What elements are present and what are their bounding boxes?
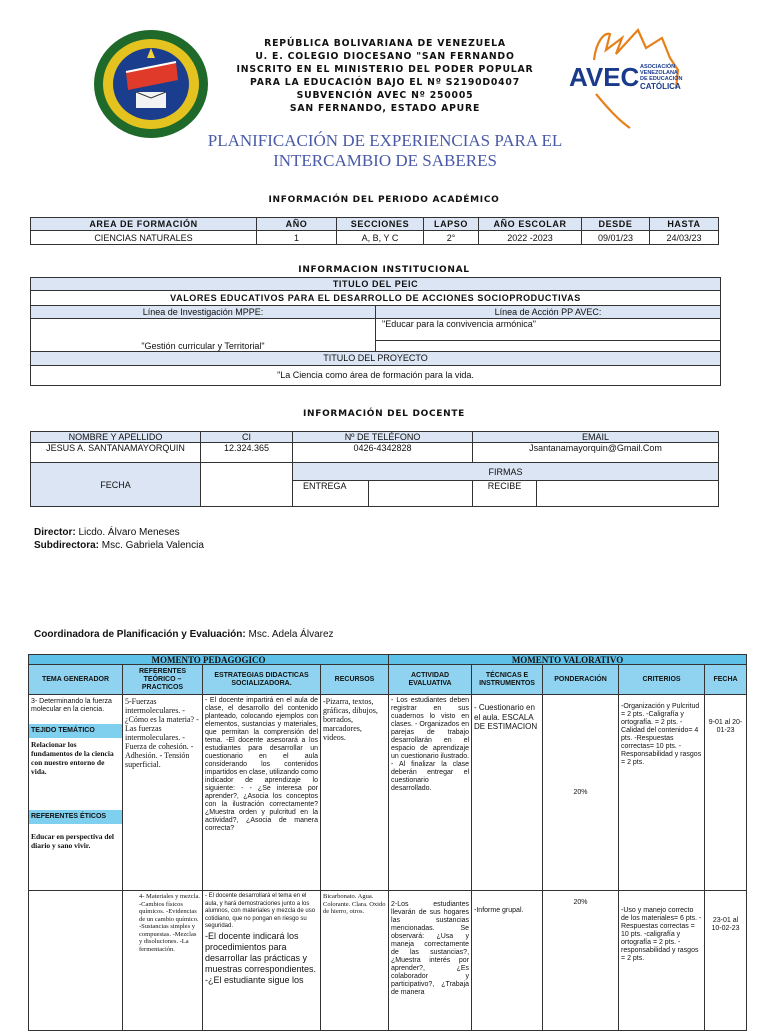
avec-sub-1: ASOCIACIÓN <box>640 64 676 70</box>
subdirectora-label: Subdirectora: <box>34 540 100 551</box>
coordinadora-name: Msc. Adela Álvarez <box>245 629 334 640</box>
title-line-2: INTERCAMBIO DE SABERES <box>273 151 497 170</box>
val-hasta: 24/03/23 <box>650 231 719 245</box>
teacher-section-title: INFORMACIÓN DEL DOCENTE <box>302 409 466 419</box>
teacher-table <box>30 431 719 507</box>
recibe-label: RECIBE <box>473 481 537 507</box>
col-lapso: LAPSO <box>424 218 479 231</box>
hdr-estrategias: ESTRATEGIAS DIDACTICAS SOCIALIZADORA. <box>203 665 321 695</box>
momento-valorativo: MOMENTO VALORATIVO <box>389 655 747 665</box>
header-line-5: SUBVENCIÓN AVEC Nº 250005 <box>296 90 474 101</box>
val-lapso: 2° <box>424 231 479 245</box>
col-anio: AÑO <box>257 218 337 231</box>
hdr-actividad: ACTIVIDAD EVALUATIVA <box>389 665 472 695</box>
row2-tecnicas: -Informe grupal. <box>472 891 543 1031</box>
row2-fecha: 23-01 al 10-02-23 <box>705 891 747 1031</box>
school-crest-logo <box>92 28 210 140</box>
row2-estrategias-small: - El docente desarrollará el tema en el aula, y hará demostraciones junto a los alumnos, con materiales y mezcla de uso cotidiano, que no pongan en riesgo su seguridad. <box>205 893 316 929</box>
col-telefono: Nº DE TELÉFONO <box>293 432 473 443</box>
proyecto-value: "La Ciencia como área de formación para la vida. <box>31 365 721 385</box>
row1-recursos: -Pizarra, textos, gráficas, dibujos, borrados, marcadores, videos. <box>321 695 389 891</box>
momento-pedagogico: MOMENTO PEDAGOGICO <box>29 655 389 665</box>
header-line-6: SAN FERNANDO, ESTADO APURE <box>289 103 481 114</box>
row1-criterios: -Organización y Pulcritud = 2 pts. -Caligrafía y ortografía. = 2 pts. -Calidad del contenido= 4 pts. -Respuestas correctas= 10 pts. -Responsabilidad y rasgos = 2 pts. <box>619 695 705 891</box>
col-anio-escolar: AÑO ESCOLAR <box>479 218 582 231</box>
val-telefono: 0426-4342828 <box>293 443 473 463</box>
row2-ponderacion: 20% <box>543 891 619 1031</box>
val-ci: 12.324.365 <box>201 443 293 463</box>
row1-referentes: 5-Fuerzas intermoleculares. - ¿Cómo es la materia? - Las fuerzas intermoleculares. - Fuerza de cohesión. - Adhesión. - Tensión superficial. <box>123 695 203 891</box>
tema-cell <box>29 695 123 891</box>
row2-recursos: Bicarbonato. Agua. Colorante. Clara. Oxido de hierro, otros. <box>321 891 389 1031</box>
hdr-tecnicas: TÉCNICAS E INSTRUMENTOS <box>472 665 543 695</box>
avec-sub-2: VENEZOLANA <box>640 70 678 76</box>
peic-title: TITULO DEL PEIC <box>31 278 721 291</box>
row1-tecnicas: - Cuestionario en el aula. ESCALA DE ESTIMACION <box>472 695 543 891</box>
eticos-text: Educar en perspectiva del diario y sano vivir. <box>31 832 114 850</box>
hdr-ponderacion: PONDERACIÓN <box>543 665 619 695</box>
hdr-tema-generador: TEMA GENERADOR <box>29 665 123 695</box>
row2-actividad: 2-Los estudiantes llevarán de sus hogares las sustancias mencionadas. Se observará: ¿Usa y maneja correctamente de las sustancias?, ¿Muestra interés por aprender?, ¿Es colaborador y participativo?, ¿Trabaja de manera <box>389 891 472 1031</box>
eticos-label: REFERENTES ÉTICOS <box>29 810 122 824</box>
hdr-recursos: RECURSOS <box>321 665 389 695</box>
col-area: AREA DE FORMACIÓN <box>31 218 257 231</box>
tejido-label: TEJIDO TEMÁTICO <box>29 724 122 738</box>
row1-ponderacion: 20% <box>543 695 619 891</box>
hdr-referentes: REFERENTES TEÓRICO – PRACTICOS <box>123 665 203 695</box>
subdirectora-name: Msc. Gabriela Valencia <box>99 540 204 551</box>
val-email: Jsantanamayorquin@Gmail.Com <box>473 443 719 463</box>
institutional-section-title: INFORMACION INSTITUCIONAL <box>298 265 470 275</box>
valores-title: VALORES EDUCATIVOS PARA EL DESARROLLO DE ACCIONES SOCIOPRODUCTIVAS <box>31 291 721 306</box>
title-line-1: PLANIFICACIÓN DE EXPERIENCIAS PARA EL <box>207 131 563 150</box>
academic-section-title: INFORMACIÓN DEL PERIODO ACADÉMICO <box>268 195 500 205</box>
row2-criterios: -Uso y manejo correcto de los materiales= 6 pts. -Respuestas correctas = 10 pts. -caligrafía y ortografía = 2 pts. -responsabilidad y rasgos = 2 pts. <box>619 891 705 1031</box>
avec-logo-text: AVEC <box>569 62 640 92</box>
hdr-criterios: CRITERIOS <box>619 665 705 695</box>
val-desde: 09/01/23 <box>582 231 650 245</box>
col-hasta: HASTA <box>650 218 719 231</box>
tema-generador-text: 3- Determinando la fuerza molecular en la ciencia. <box>31 698 112 713</box>
institutional-table <box>30 277 721 386</box>
linea-avec-label: Línea de Acción PP AVEC: <box>376 306 721 319</box>
coordinadora-line <box>34 629 334 640</box>
fecha-label: FECHA <box>31 463 201 507</box>
val-nombre: JESUS A. SANTANAMAYORQUIN <box>31 443 201 463</box>
proyecto-label: TITULO DEL PROYECTO <box>31 351 721 365</box>
val-anio: 1 <box>257 231 337 245</box>
avec-logo <box>566 24 690 134</box>
header-line-4: PARA LA EDUCACIÓN BAJO EL Nº S2190D0407 <box>250 77 520 88</box>
firmas-label: FIRMAS <box>293 463 719 481</box>
col-ci: CI <box>201 432 293 443</box>
hdr-fecha: FECHA <box>705 665 747 695</box>
linea-mppe-label: Línea de Investigación MPPE: <box>31 306 376 319</box>
col-email: EMAIL <box>473 432 719 443</box>
avec-sub-4: CATÓLICA <box>640 82 681 91</box>
col-desde: DESDE <box>582 218 650 231</box>
row2-referentes: 4- Materiales y mezcla. -Cambios físicos químicos. -Evidencias de un cambio químico. -Sustancias simples y compuestas. -Mezclas y disoluciones. -La fermentación. <box>123 891 203 1031</box>
val-area: CIENCIAS NATURALES <box>31 231 257 245</box>
director-line <box>34 527 180 538</box>
val-anio-escolar: 2022 -2023 <box>479 231 582 245</box>
header-line-3: INSCRITO EN EL MINISTERIO DEL PODER POPULAR <box>236 64 534 75</box>
page-title <box>150 131 620 171</box>
avec-sub-3: DE EDUCACIÓN <box>640 76 683 82</box>
row1-actividad: - Los estudiantes deben registrar en sus cuadernos lo visto en clases. - Organizados en parejas de trabajo desarrollarán en el espacio de aprendizaje un cuestionario ilustrado. - Al finalizar la clase deberán entregar el cuestionario desarrollado. <box>389 695 472 891</box>
director-name: Licdo. Álvaro Meneses <box>75 527 180 538</box>
header-line-2: U. E. COLEGIO DIOCESANO "SAN FERNANDO <box>255 51 515 62</box>
planning-table <box>28 654 747 1031</box>
linea-mppe-value: "Gestión curricular y Territorial" <box>31 341 376 352</box>
tejido-text: Relacionar los fundamentos de la ciencia con nuestro entorno de vida. <box>31 740 114 776</box>
row2-estrategias-big: -El docente indicará los procedimientos para desarrollar las prácticas y muestras correspondientes. -¿El estudiante sigue los <box>205 930 317 985</box>
col-secciones: SECCIONES <box>337 218 424 231</box>
linea-avec-value: "Educar para la convivencia armónica" <box>376 319 721 341</box>
val-secciones: A, B, Y C <box>337 231 424 245</box>
director-label: Director: <box>34 527 76 538</box>
row1-fecha: 9-01 al 20-01-23 <box>705 695 747 891</box>
coordinadora-label: Coordinadora de Planificación y Evaluación: <box>34 629 246 640</box>
col-nombre: NOMBRE Y APELLIDO <box>31 432 201 443</box>
subdirectora-line <box>34 540 204 551</box>
row2-estrategias <box>203 891 321 1031</box>
academic-table <box>30 217 719 245</box>
header-line-1: REPÚBLICA BOLIVARIANA DE VENEZUELA <box>264 38 506 49</box>
row1-estrategias: - El docente impartirá en el aula de clase, el desarrollo del contenido planteado, colocando ejemplos con elementos, sustancias y materiales, que permitan la comprensión del tema. -El docente asesorará a los estudiantes para desarrollar un cuestionario en el aula considerando los contenidos impartidos en clase, utilizando como indicador de aprendizaje lo siguiente: - - ¿Se interesa por aprender?, ¿Asocia los conceptos con la ilustración correctamente? ¿Muestra orden y pulcritud en la actividad?, ¿Asocia de manera correcta? <box>203 695 321 891</box>
entrega-label: ENTREGA <box>293 481 369 507</box>
